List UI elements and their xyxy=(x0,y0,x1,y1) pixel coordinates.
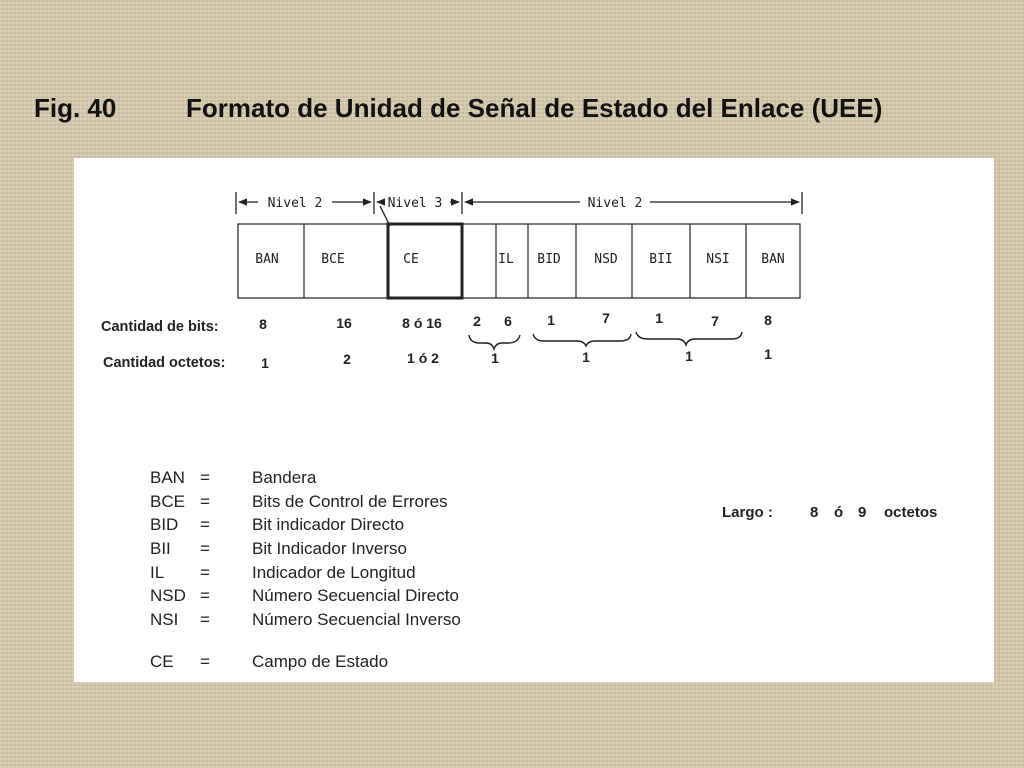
bits-ce: 8 ó 16 xyxy=(402,315,442,331)
brace-nsi-octet xyxy=(636,332,742,345)
bits-row-label: Cantidad de bits: xyxy=(101,319,219,335)
level-label-2: Nivel 3 xyxy=(387,196,443,211)
abbreviation-legend xyxy=(150,466,590,674)
field-nsi: NSI xyxy=(706,252,730,267)
bits-ban-1: 8 xyxy=(259,316,267,332)
brace-il-octet xyxy=(469,335,520,349)
ce-field-box xyxy=(388,224,462,298)
legend-abbr: NSD xyxy=(150,586,186,606)
legend-item xyxy=(150,490,590,514)
legend-definition: Indicador de Longitud xyxy=(252,562,416,582)
level-label-1: Nivel 2 xyxy=(267,196,323,211)
field-ban-2: BAN xyxy=(761,252,785,267)
length-unit: octetos xyxy=(884,504,938,521)
frame-length-info xyxy=(722,504,937,521)
legend-definition: Bits de Control de Errores xyxy=(252,491,448,511)
bits-nsd: 7 xyxy=(602,310,610,326)
bits-il: 6 xyxy=(504,313,512,329)
legend-item xyxy=(150,513,590,537)
bits-bce: 16 xyxy=(336,315,352,331)
legend-equals: = xyxy=(200,610,210,630)
octets-bce: 2 xyxy=(343,351,351,367)
bits-spare: 2 xyxy=(473,313,481,329)
legend-abbr: CE xyxy=(150,651,174,671)
field-nsd: NSD xyxy=(594,252,618,267)
field-bce: BCE xyxy=(321,252,345,267)
field-il: IL xyxy=(498,252,514,267)
legend-equals: = xyxy=(200,651,210,671)
octets-ban-1: 1 xyxy=(261,355,269,371)
brace-nsd-octet xyxy=(533,334,631,346)
legend-equals: = xyxy=(200,515,210,535)
legend-definition: Campo de Estado xyxy=(252,651,389,671)
legend-equals: = xyxy=(200,468,210,487)
octets-ce: 1 ó 2 xyxy=(407,350,439,366)
legend-definition: Número Secuencial Inverso xyxy=(252,610,461,630)
bits-nsi: 7 xyxy=(711,313,719,329)
diagram-panel xyxy=(74,158,994,682)
legend-abbr: IL xyxy=(150,562,165,582)
legend-definition: Bit indicador Directo xyxy=(252,515,405,535)
legend-item xyxy=(150,466,590,490)
legend-equals: = xyxy=(200,586,210,606)
length-value-a: 8 xyxy=(810,504,819,521)
legend-abbr: BID xyxy=(150,515,179,535)
legend-equals: = xyxy=(200,491,210,511)
field-bii: BII xyxy=(649,252,673,267)
octets-nsd-group: 1 xyxy=(582,349,590,365)
legend-definition: Bandera xyxy=(252,468,317,487)
octets-il-group: 1 xyxy=(491,350,499,366)
octet-braces xyxy=(469,332,742,349)
level-label-3: Nivel 2 xyxy=(587,196,643,211)
legend-definition: Número Secuencial Directo xyxy=(252,586,459,606)
legend-equals: = xyxy=(200,539,210,559)
legend-item xyxy=(150,584,590,608)
bits-ban-2: 8 xyxy=(764,312,772,328)
length-label: Largo : xyxy=(722,504,773,521)
legend-item xyxy=(150,608,590,632)
field-ban-1: BAN xyxy=(255,252,279,267)
legend-item xyxy=(150,537,590,561)
legend-abbr: NSI xyxy=(150,610,179,630)
legend-abbr: BCE xyxy=(150,491,185,511)
legend-item xyxy=(150,561,590,585)
octets-ban-2: 1 xyxy=(764,346,772,362)
length-value-b: 9 xyxy=(858,504,867,521)
bits-bid: 1 xyxy=(547,312,555,328)
field-bid: BID xyxy=(537,252,561,267)
legend-definition: Bit Indicador Inverso xyxy=(252,539,407,559)
length-conjunction: ó xyxy=(834,504,844,521)
field-ce: CE xyxy=(403,252,419,267)
legend-abbr: BII xyxy=(150,539,171,559)
figure-title: Formato de Unidad de Señal de Estado del Enlace (UEE) xyxy=(186,93,883,123)
octets-nsi-group: 1 xyxy=(685,348,693,364)
legend-equals: = xyxy=(200,562,210,582)
legend-abbr: BAN xyxy=(150,468,185,487)
legend-item xyxy=(150,650,590,674)
bits-bii: 1 xyxy=(655,310,663,326)
octets-row-label: Cantidad octetos: xyxy=(103,355,226,371)
figure-number: Fig. 40 xyxy=(34,93,117,123)
